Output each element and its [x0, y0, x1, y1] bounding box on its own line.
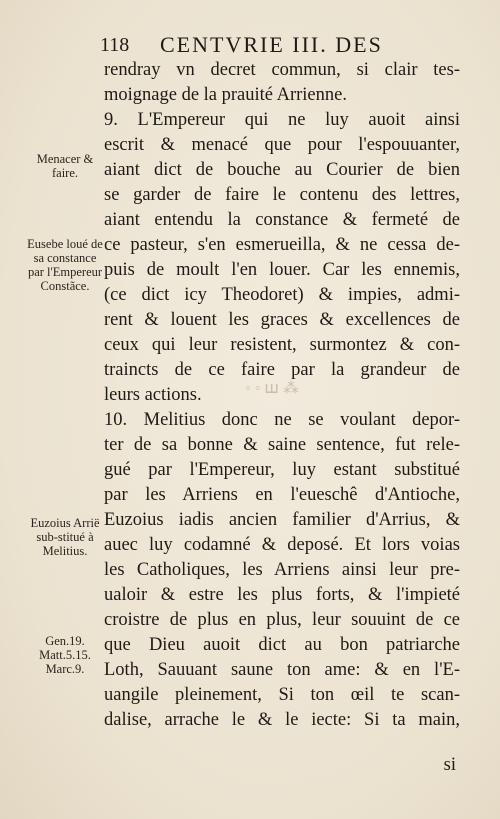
text-line: gué par l'Empereur, luy estant substitué — [104, 460, 460, 480]
text-line: ualoir & estre les plus forts, & l'impieté — [104, 585, 460, 605]
margin-note: Euzoius Arrië sub-stitué à Melitius. — [30, 516, 100, 558]
text-line: rendray vn decret commun, si clair tes- — [104, 60, 460, 80]
page-footer — [104, 755, 460, 779]
bleed-through-text: ⁂ ꟺ ◦ ◦ — [245, 380, 299, 397]
catchword: si — [443, 755, 456, 775]
text-line: Loth, Sauuant saune ton ame: & en l'E- — [104, 660, 460, 680]
text-line: 9. L'Empereur qui ne luy auoit ainsi — [104, 110, 460, 130]
text-line: que Dieu auoit dict au bon patriarche — [104, 635, 460, 655]
text-line: ceux qui leur resistent, surmontez & con- — [104, 335, 460, 355]
text-line: Euzoius iadis ancien familier d'Arrius, & — [104, 510, 460, 530]
text-line: escrit & menacé que pour l'espouuanter, — [104, 135, 460, 155]
text-line: croistre de plus en plus, leur souuint de ce — [104, 610, 460, 630]
text-line: puis de moult l'en louer. Car les ennemis, — [104, 260, 460, 280]
text-line: uangile pleinement, Si ton œil te scan- — [104, 685, 460, 705]
text-line: ter de sa bonne & saine sentence, fut rele- — [104, 435, 460, 455]
text-line: rent & louent les graces & excellences de — [104, 310, 460, 330]
text-line: (ce dict icy Theodoret) & impies, admi- — [104, 285, 460, 305]
text-line: dalise, arrache le & le iecte: Si ta main, — [104, 710, 460, 730]
text-line: par les Arriens en l'eueschê d'Antioche, — [104, 485, 460, 505]
text-line: aiant entendu la constance & fermeté de — [104, 210, 460, 230]
running-title: CENTVRIE III. DES — [160, 32, 383, 57]
margin-note: Gen.19. Matt.5.15. Marc.9. — [39, 634, 91, 676]
text-line: ce pasteur, s'en esmerueilla, & ne cessa de- — [104, 235, 460, 255]
margin-note: Eusebe loué de sa constance par l'Empereur Constãce. — [27, 237, 103, 293]
text-line: 10. Melitius donc ne se voulant depor- — [104, 410, 460, 430]
page-number: 118 — [100, 34, 130, 56]
margin-note: Menacer & faire. — [36, 152, 94, 180]
text-line: traincts de ce faire par la grandeur de — [104, 360, 460, 380]
page-header — [100, 32, 460, 58]
text-line: moignage de la prauité Arrienne. — [104, 85, 347, 105]
text-line: leurs actions. — [104, 385, 202, 405]
text-line: les Catholiques, les Arriens ainsi leur pre- — [104, 560, 460, 580]
text-line: se garder de faire le contenu des lettres, — [104, 185, 460, 205]
text-line: aiant dict de bouche au Courier de bien — [104, 160, 460, 180]
text-line: auec luy codamné & deposé. Et lors voias — [104, 535, 460, 555]
